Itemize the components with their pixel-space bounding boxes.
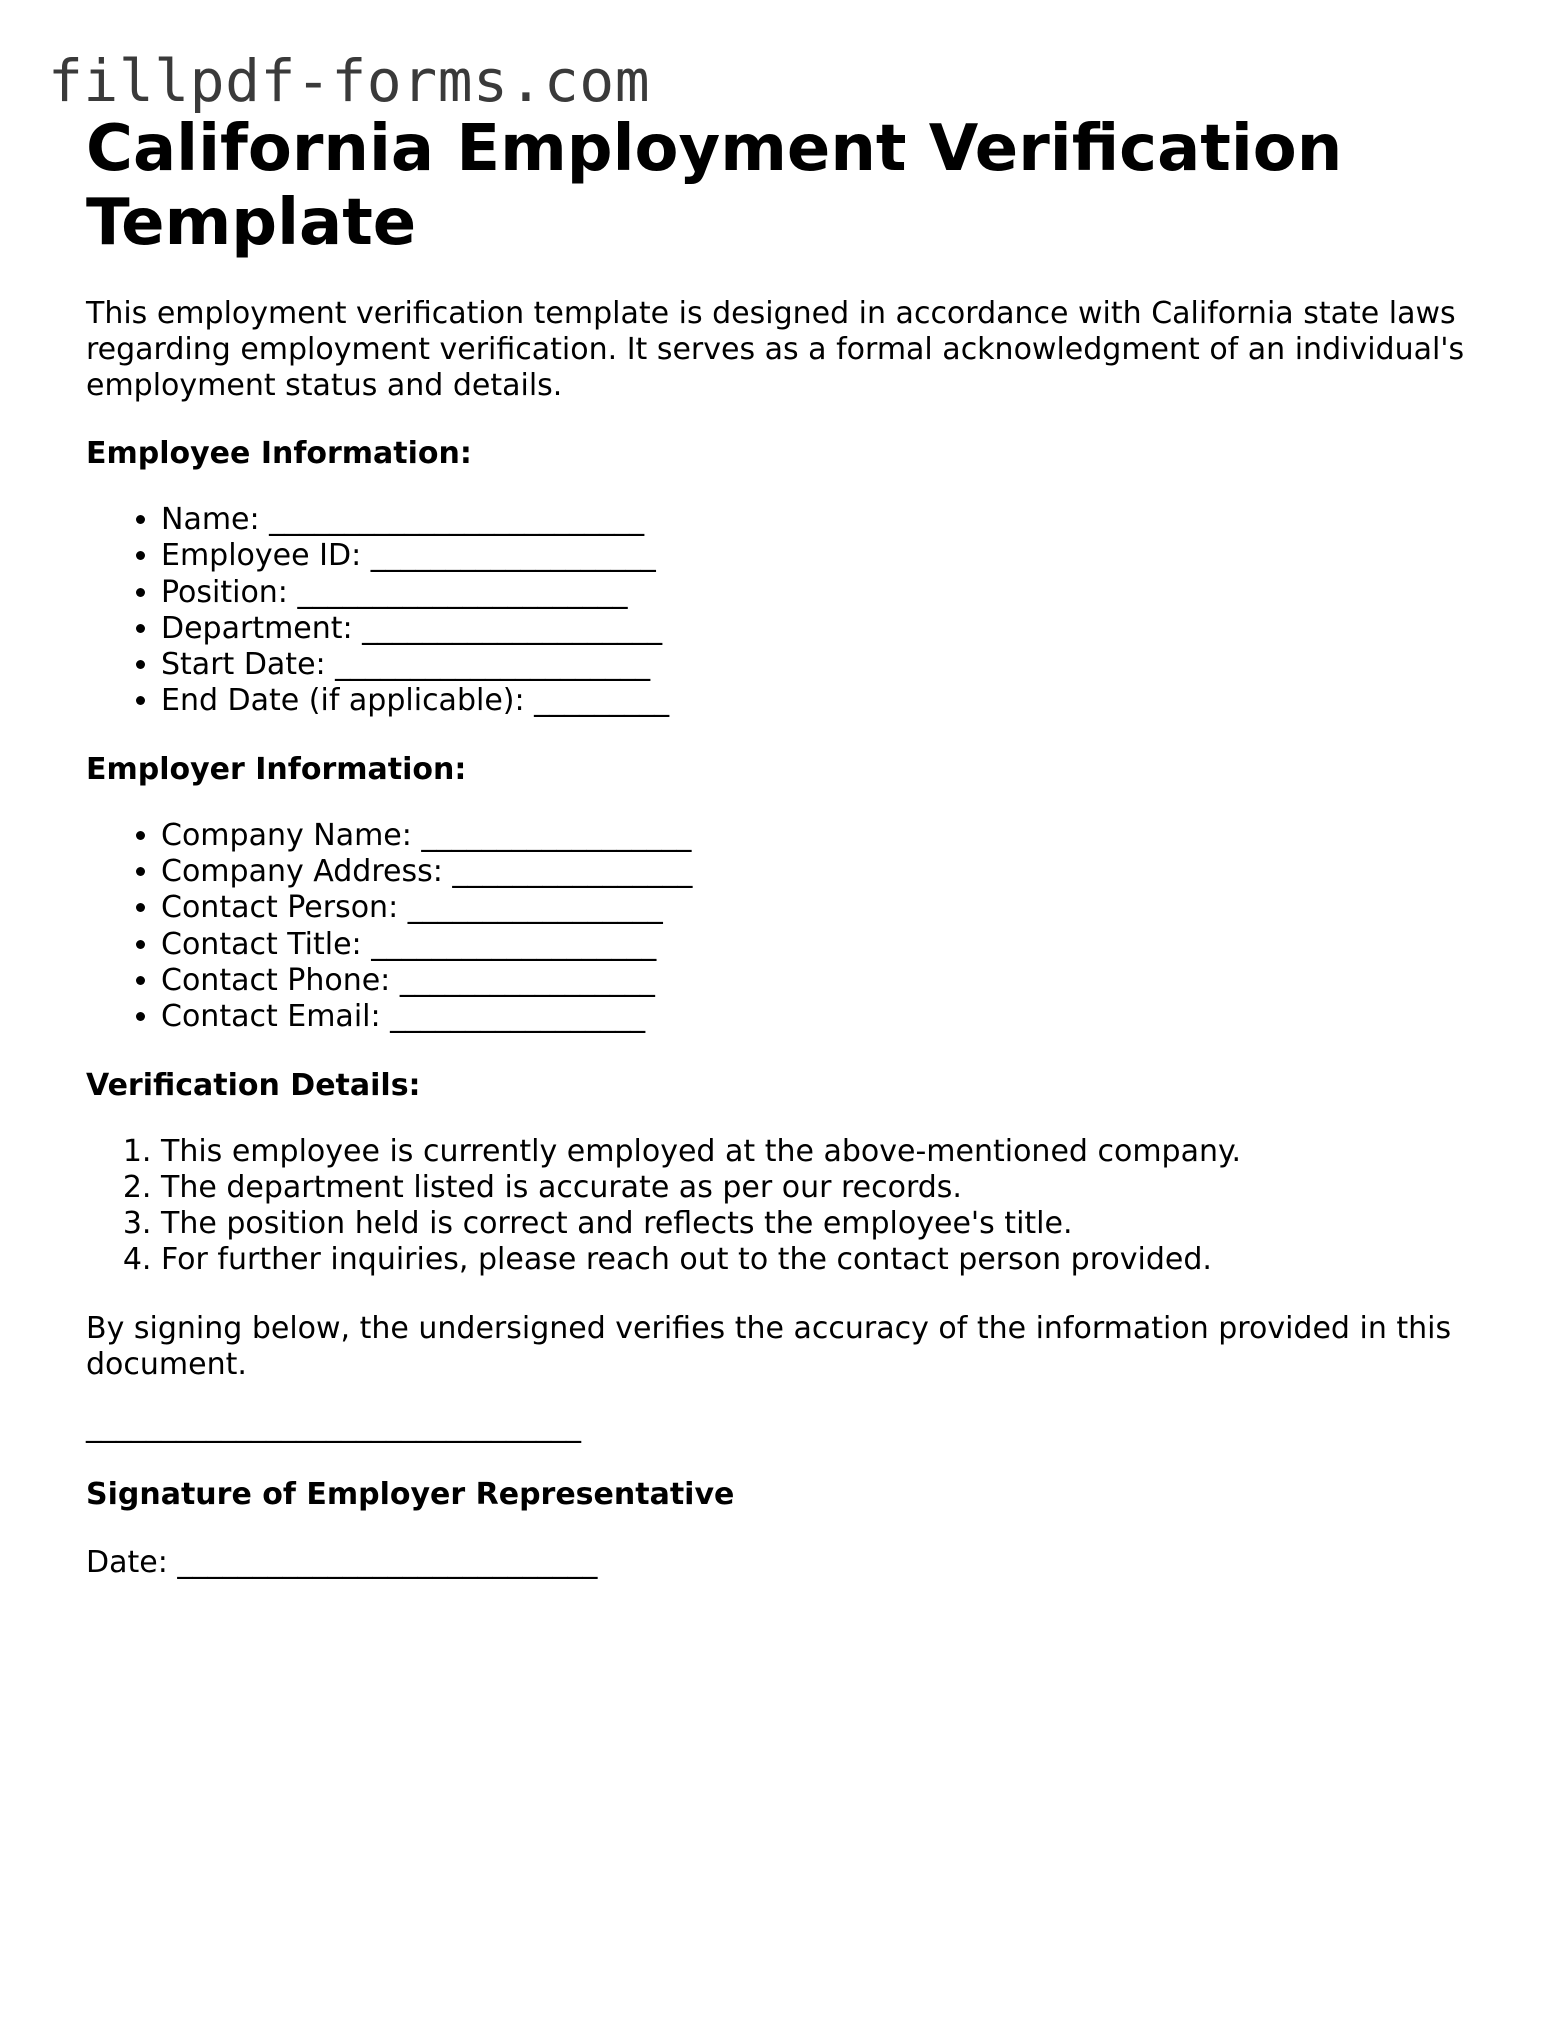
- watermark-logo: fillpdf-forms.com: [48, 47, 651, 115]
- employer-field-contact-phone: • Contact Phone: _________________: [161, 963, 1486, 999]
- intro-paragraph: This employment verification template is designed in accordance with California state laws regarding employment verification. It serves as a formal acknowledgment of an individual's employment status and details.: [86, 296, 1465, 403]
- employer-info-heading: Employer Information:: [86, 751, 467, 787]
- employee-info-heading: Employee Information:: [86, 436, 472, 471]
- employer-info-list: [86, 818, 1486, 1036]
- employer-field-contact-email: • Contact Email: _________________: [161, 999, 1486, 1035]
- employer-field-company-address: • Company Address: ________________: [161, 854, 1486, 890]
- employer-field-contact-person: • Contact Person: _________________: [161, 890, 1486, 926]
- employer-field-company-name: • Company Name: __________________: [161, 818, 1486, 854]
- document-page: [86, 112, 1486, 1581]
- signature-label: Signature of Employer Representative: [86, 1476, 735, 1512]
- verification-item: 3. The position held is correct and reflects the employee's title.: [161, 1206, 1486, 1242]
- employee-field-start-date: • Start Date: _____________________: [161, 647, 1486, 683]
- verification-item: 4. For further inquiries, please reach out to the contact person provided.: [161, 1242, 1486, 1278]
- verification-details-list: [86, 1134, 1486, 1279]
- employee-field-id: • Employee ID: ___________________: [161, 538, 1486, 574]
- employee-field-department: • Department: ____________________: [161, 611, 1486, 647]
- date-field: Date: ____________________________: [86, 1544, 598, 1580]
- signature-line: _________________________________: [86, 1408, 581, 1444]
- verification-item: 2. The department listed is accurate as per our records.: [161, 1170, 1486, 1206]
- employee-field-position: • Position: ______________________: [161, 575, 1486, 611]
- document-title: California Employment Verification Template: [86, 112, 1343, 260]
- verification-item: 1. This employee is currently employed at the above-mentioned company.: [161, 1134, 1486, 1170]
- closing-paragraph: By signing below, the undersigned verifies the accuracy of the information provided in this document.: [86, 1310, 1452, 1382]
- employee-field-end-date: • End Date (if applicable): _________: [161, 683, 1486, 719]
- employer-field-contact-title: • Contact Title: ___________________: [161, 927, 1486, 963]
- verification-details-heading: Verification Details:: [86, 1067, 421, 1103]
- employee-info-list: [86, 502, 1486, 720]
- employee-field-name: • Name: _________________________: [161, 502, 1486, 538]
